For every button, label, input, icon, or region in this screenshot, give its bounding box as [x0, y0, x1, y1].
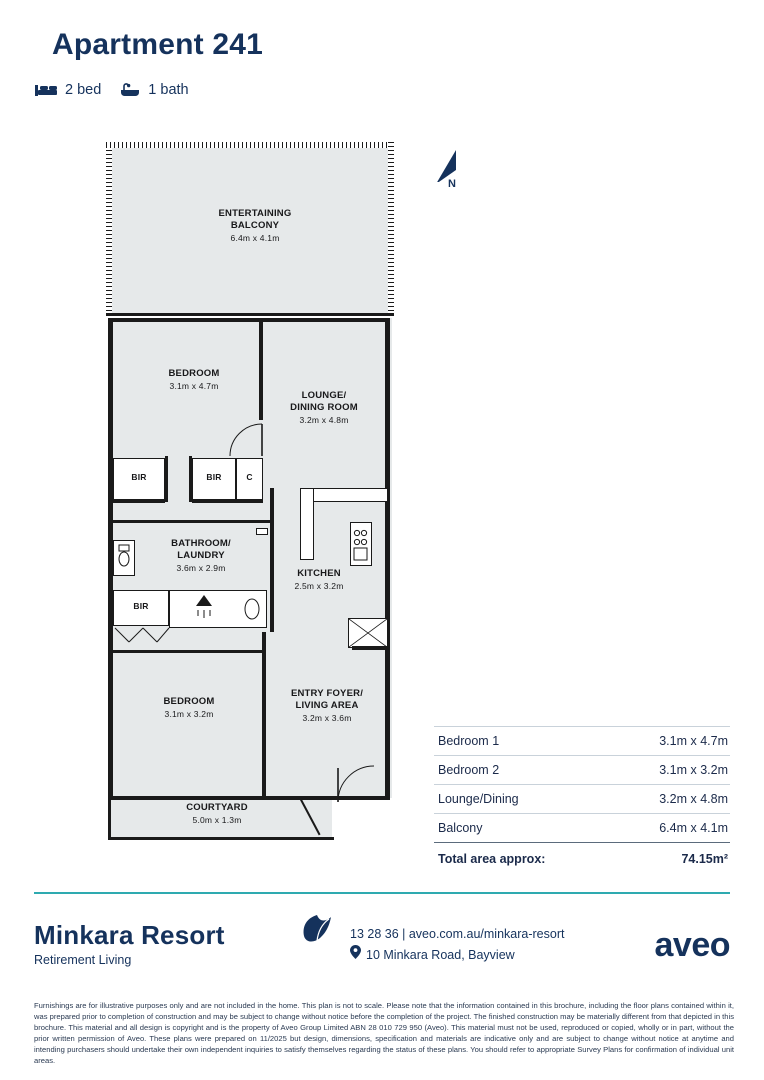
- total-area-label: Total area approx:: [438, 852, 546, 866]
- door-bir-3: [113, 626, 171, 644]
- table-row: [434, 726, 730, 755]
- room-label-courtyard: COURTYARD 5.0m x 1.3m: [186, 802, 248, 825]
- footer: [34, 906, 734, 994]
- fixture-toilet-icon: [116, 544, 132, 572]
- floorplan-drawing: [104, 140, 399, 840]
- footer-divider: [34, 892, 730, 894]
- north-arrow: [430, 148, 474, 196]
- room-label-entry: ENTRY FOYER/ LIVING AREA 3.2m x 3.6m: [290, 688, 364, 723]
- schedule-label: Bedroom 1: [438, 734, 500, 748]
- schedule-value: 3.1m x 3.2m: [659, 763, 728, 777]
- main-wall-right: [385, 318, 390, 800]
- main-wall-top-right: [286, 318, 390, 322]
- room-label-bedroom1: BEDROOM 3.1m x 4.7m: [168, 368, 220, 391]
- kitchen-bench-side: [300, 488, 314, 560]
- closet-label-c: C: [246, 472, 253, 482]
- spec-bed-label: 2 bed: [65, 82, 102, 98]
- contact-phone-web[interactable]: 13 28 36 | aveo.com.au/minkara-resort: [350, 927, 565, 941]
- kitchen-fridge-icon: [349, 619, 387, 647]
- contact-address-row: [350, 945, 564, 966]
- bath-icon: [119, 82, 141, 98]
- balcony-wall-right: [388, 142, 394, 318]
- courtyard-wall-bottom: [108, 837, 334, 840]
- disclaimer-text: Furnishings are for illustrative purposes only and are not included in the home. This plan is not to scale. Please note that the information contained in this brochure, including the floor plans contained within it, was prepared prior to completion of construction and may be subject to change without notice before the completion of the project. The finished construction may be materially different from that depicted in this brochure. This material and all design is copyright and is the property of Aveo Group Limited ABN 28 010 729 950 (Aveo). This material must not be used, reproduced or copied, wholly or in part, without the prior written permission of Aveo. These plans were prepared on 11/2025 but design, dimensions, specification and materials are indicative only and are subject to change without notice at anytime and intending purchasers should undertake their own independent inquiries to satisfy themselves regarding the status of these plans. You should refer to appropriate Survey Plans for confirmation of individual unit areas.: [34, 1001, 734, 1065]
- brand-block: [34, 920, 225, 967]
- balcony-wall-left: [106, 142, 112, 318]
- north-label: N: [448, 178, 456, 190]
- door-bedroom1: [228, 422, 264, 458]
- total-area-value: 74.15m²: [681, 852, 728, 866]
- location-pin-icon: [350, 945, 361, 966]
- contact-block: [350, 924, 564, 967]
- schedule-value: 6.4m x 4.1m: [659, 821, 728, 835]
- leaf-icon: [300, 914, 334, 949]
- schedule-label: Bedroom 2: [438, 763, 500, 777]
- wall-kitchen-left: [270, 488, 274, 632]
- wall-bir2-left: [189, 456, 192, 502]
- fixture-shower-icon: [174, 592, 234, 626]
- wall-bedroom2-top: [113, 650, 265, 653]
- closet-label-bir-2: BIR: [206, 472, 222, 482]
- table-row-total: [434, 842, 730, 873]
- kitchen-sink-icon: [352, 526, 370, 564]
- fixture-basin-icon: [240, 596, 264, 622]
- schedule-label: Balcony: [438, 821, 483, 835]
- room-label-lounge: LOUNGE/ DINING ROOM 3.2m x 4.8m: [290, 390, 358, 425]
- closet-label-bir-1: BIR: [131, 472, 147, 482]
- wall-bedroom2-right: [262, 632, 266, 796]
- spec-bed: [34, 82, 101, 98]
- contact-address: 10 Minkara Road, Bayview: [366, 948, 515, 963]
- room-label-bathroom: BATHROOM/ LAUNDRY 3.6m x 2.9m: [171, 538, 231, 573]
- closet-label-bir-3: BIR: [133, 601, 149, 611]
- table-row: [434, 755, 730, 784]
- door-entry: [336, 764, 380, 804]
- room-label-kitchen: KITCHEN 2.5m x 3.2m: [294, 568, 344, 591]
- brand-subtitle: Retirement Living: [34, 953, 132, 967]
- balcony-wall-top: [106, 142, 394, 148]
- wall-kitchen-bottom: [352, 646, 390, 650]
- room-label-balcony: ENTERTAINING BALCONY 6.4m x 4.1m: [218, 208, 292, 243]
- wall-bir-divider: [165, 456, 168, 502]
- wall-below-bir: [113, 500, 165, 503]
- property-specs: [34, 82, 189, 98]
- schedule-value: 3.1m x 4.7m: [659, 734, 728, 748]
- brand-name: Minkara Resort: [34, 920, 225, 950]
- spec-bath: [119, 82, 188, 98]
- schedule-value: 3.2m x 4.8m: [659, 792, 728, 806]
- wall-bathroom-top: [113, 520, 273, 523]
- bathroom-door-marker: [256, 528, 268, 535]
- spec-bath-label: 1 bath: [148, 82, 189, 98]
- aveo-logo: aveo: [654, 926, 730, 964]
- room-label-bedroom2: BEDROOM 3.1m x 3.2m: [163, 696, 215, 719]
- wall-below-bir2: [192, 500, 263, 503]
- courtyard-wall-left: [108, 800, 111, 840]
- area-schedule-table: [434, 726, 730, 873]
- balcony-wall-bottom: [106, 313, 394, 316]
- page-title: Apartment 241: [52, 28, 264, 61]
- table-row: [434, 813, 730, 842]
- bed-icon: [34, 82, 58, 98]
- schedule-label: Lounge/Dining: [438, 792, 519, 806]
- table-row: [434, 784, 730, 813]
- wall-bedroom1-lounge: [259, 322, 263, 420]
